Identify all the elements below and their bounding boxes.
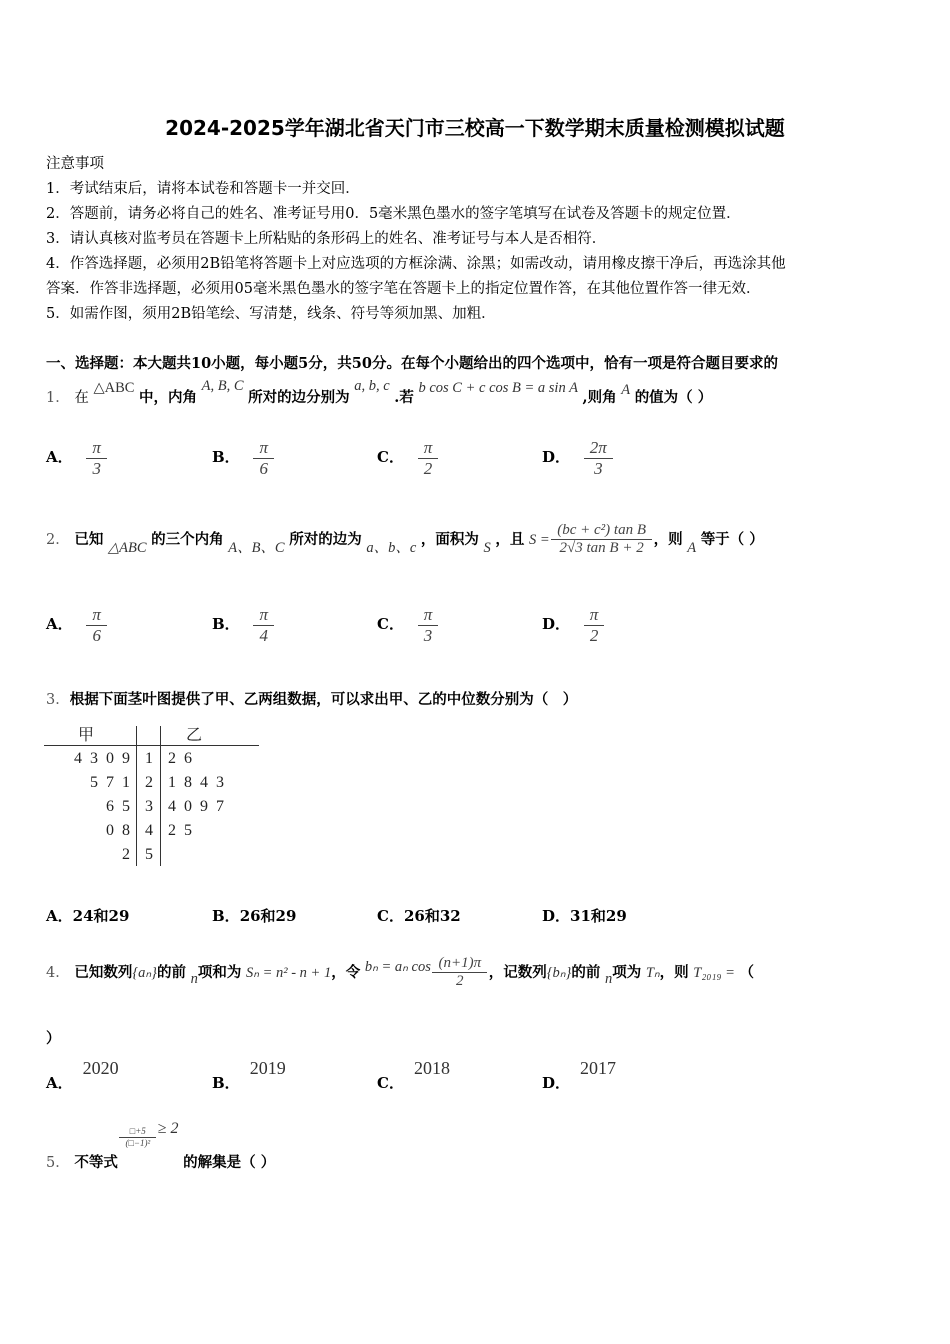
option-fraction: $\frac{\pi}{2}$ xyxy=(421,438,436,478)
option-d[interactable] xyxy=(542,905,627,926)
stem-leaf-divider-right xyxy=(160,726,161,866)
option-d[interactable] xyxy=(542,1058,617,1093)
note-item: 4．作答选择题，必须用2B铅笔将答题卡上对应选项的方框涂满、涂黑；如需改动，请用橡皮擦干净后，再选涂其他 xyxy=(46,256,786,272)
option-a[interactable] xyxy=(46,438,104,478)
option-b[interactable] xyxy=(212,438,271,478)
option-b[interactable] xyxy=(212,605,271,645)
q2-math-formula-fraction: $\frac{\text{(bc + c²) tan B}}{\text{2√3 tan B + 2}}$ xyxy=(554,522,649,558)
question-number: 5． xyxy=(46,1155,70,1171)
q4-math-sequence-a: {aₙ} xyxy=(132,964,157,981)
section-heading: 一、选择题：本大题共10小题，每小题5分，共50分。在每个小题给出的四个选项中，恰有一项是符合题目要求的 xyxy=(46,355,778,372)
stem-leaf-right-leaves: 4 0 9 7 xyxy=(168,798,226,815)
stem-leaf-left-leaves: 2 xyxy=(122,846,132,863)
q4-math-n: n xyxy=(604,970,613,987)
option-fraction: $\frac{\pi}{6}$ xyxy=(89,605,104,645)
option-text: 2018 xyxy=(413,1058,450,1078)
option-label: A． xyxy=(46,615,73,634)
note-item: 1．考试结束后，请将本试卷和答题卡一并交回． xyxy=(46,181,360,197)
option-label: D． xyxy=(542,448,571,467)
q4-math-b-def: bₙ = aₙ cos xyxy=(364,958,431,975)
q5-math-fraction: $\frac{□+5}{\text{(□−1)²}}$ xyxy=(122,1126,153,1148)
option-fraction: $\frac{\pi}{6}$ xyxy=(256,438,271,478)
stem-leaf-header-rule xyxy=(44,745,259,746)
stem-leaf-right-leaves: 2 6 xyxy=(168,750,194,767)
option-c[interactable] xyxy=(377,605,435,645)
option-label: D． xyxy=(542,615,571,634)
option-label: D． xyxy=(542,1074,571,1092)
option-label: B． xyxy=(212,907,240,925)
option-label: A． xyxy=(46,448,73,467)
option-fraction: $\frac{\pi}{4}$ xyxy=(256,605,271,645)
note-item: 答案．作答非选择题，必须用05毫米黑色墨水的签字笔在答题卡上的指定位置作答，在其他位置作答一律无效． xyxy=(46,281,761,297)
option-label: B． xyxy=(212,1074,240,1092)
q4-math-t: Tₙ xyxy=(645,964,660,981)
question-2 xyxy=(46,522,764,558)
q5-text: 不等式 xyxy=(74,1154,118,1171)
q4-math-sum: Sₙ = n² - n + 1 xyxy=(245,964,332,981)
q1-text: 中，内角 xyxy=(139,389,198,406)
stem-leaf-plot xyxy=(44,720,264,872)
option-label: C． xyxy=(377,907,404,925)
option-c[interactable] xyxy=(377,905,461,926)
note-item: 5．如需作图，须用2B铅笔绘、写清楚，线条、符号等须加黑、加粗． xyxy=(46,306,496,322)
q4-math-sequence-b: {bₙ} xyxy=(546,964,572,981)
q4-text: ，记数列 xyxy=(488,963,547,981)
option-label: A． xyxy=(46,907,73,925)
q5-math-relation: ≥ 2 xyxy=(157,1120,179,1137)
q2-math-angles: A、B、C xyxy=(228,539,285,556)
page-title: 2024-2025学年湖北省天门市三校高一下数学期末质量检测模拟试题 xyxy=(165,116,785,140)
stem-leaf-right-leaves: 2 5 xyxy=(168,822,194,839)
option-c[interactable] xyxy=(377,1058,450,1093)
q1-math-sides: a, b, c xyxy=(354,378,390,394)
q2-math-area: S xyxy=(483,539,491,556)
stem-leaf-stem: 3 xyxy=(145,798,153,815)
q2-math-sides: a、b、c xyxy=(366,539,417,556)
stem-leaf-left-header: 甲 xyxy=(78,727,95,744)
question-1 xyxy=(46,378,713,407)
option-a[interactable] xyxy=(46,605,104,645)
q1-text: ,则角 xyxy=(582,389,617,406)
note-item: 3．请认真核对监考员在答题卡上所粘贴的条形码上的姓名、准考证号与本人是否相符． xyxy=(46,231,607,247)
stem-leaf-right-leaves: 1 8 4 3 xyxy=(168,774,226,791)
option-c[interactable] xyxy=(377,438,435,478)
stem-leaf-left-leaves: 4 3 0 9 xyxy=(74,750,132,767)
q2-math-angle: A xyxy=(687,539,697,556)
q2-math-triangle: △ABC xyxy=(107,539,147,556)
option-a[interactable] xyxy=(46,1058,119,1093)
q4-text: ，令 xyxy=(331,963,361,981)
option-label: C． xyxy=(377,448,404,467)
question-3 xyxy=(46,688,577,709)
option-text: 26和29 xyxy=(239,907,297,925)
option-b[interactable] xyxy=(212,1058,286,1093)
option-text: 31和29 xyxy=(570,907,627,925)
q4-math-t2019: T₂₀₁₉ = xyxy=(693,964,735,981)
option-text: 2017 xyxy=(580,1058,617,1078)
q4-math-b-fraction: $\frac{(n+1)\pi}{2}$ xyxy=(435,955,484,991)
q1-text: 在 xyxy=(74,390,89,406)
q4-text: （ xyxy=(739,963,755,981)
option-fraction: $\frac{\pi}{3}$ xyxy=(421,605,436,645)
q5-text: 的解集是（ ） xyxy=(183,1154,276,1171)
q2-math-formula-lhs: S = xyxy=(528,531,550,548)
stem-leaf-left-leaves: 6 5 xyxy=(106,798,132,815)
stem-leaf-stem: 1 xyxy=(145,750,153,767)
q2-text: 所对的边为 xyxy=(289,530,362,548)
option-label: D． xyxy=(542,907,571,925)
q2-text: ，则 xyxy=(653,530,683,548)
q1-math-equation: b cos C + c cos B = a sin A xyxy=(418,380,578,396)
stem-leaf-left-leaves: 5 7 1 xyxy=(90,774,132,791)
q4-text: 的前 xyxy=(156,963,186,981)
option-a[interactable] xyxy=(46,905,129,926)
q2-text: 已知 xyxy=(74,530,104,548)
option-fraction: $\frac{\pi}{2}$ xyxy=(587,605,602,645)
q4-continuation: ） xyxy=(46,1030,61,1047)
q4-text: 项和为 xyxy=(197,963,242,981)
option-label: C． xyxy=(377,615,404,634)
question-number: 2． xyxy=(46,531,70,548)
q3-text: 根据下面茎叶图提供了甲、乙两组数据，可以求出甲、乙的中位数分别为（ ） xyxy=(69,691,578,708)
question-4 xyxy=(46,955,754,991)
option-text: 2020 xyxy=(82,1058,119,1078)
q2-text: 的三个内角 xyxy=(151,530,224,548)
option-label: B． xyxy=(212,448,240,467)
q4-text: ，则 xyxy=(659,963,689,981)
option-label: B． xyxy=(212,615,240,634)
note-item: 2．答题前，请务必将自己的姓名、准考证号用0．5毫米黑色墨水的签字笔填写在试卷及答题卡的规定位置． xyxy=(46,206,741,222)
option-fraction: $\frac{\pi}{3}$ xyxy=(89,438,104,478)
option-text: 24和29 xyxy=(72,907,130,925)
q4-text: 项为 xyxy=(612,963,642,981)
question-5 xyxy=(46,1120,276,1171)
q2-text: ，且 xyxy=(495,530,525,548)
option-d[interactable] xyxy=(542,438,610,478)
stem-leaf-stem: 2 xyxy=(145,774,153,791)
q4-text: 的前 xyxy=(571,963,601,981)
question-number: 4． xyxy=(46,964,70,981)
stem-leaf-right-header: 乙 xyxy=(186,727,203,744)
q1-text: 所对的边分别为 xyxy=(248,389,350,406)
question-number: 1． xyxy=(46,390,70,406)
option-label: A． xyxy=(46,1074,73,1092)
notes-heading: 注意事项 xyxy=(46,156,104,172)
q2-text: ，面积为 xyxy=(420,530,479,548)
option-label: C． xyxy=(377,1074,404,1092)
q1-math-triangle: △ABC xyxy=(93,380,135,396)
stem-leaf-divider-left xyxy=(136,726,137,866)
option-fraction: $\frac{2\pi}{3}$ xyxy=(587,438,610,478)
option-text: 26和32 xyxy=(403,907,461,925)
stem-leaf-stem: 5 xyxy=(145,846,153,863)
option-text: 2019 xyxy=(249,1058,286,1078)
question-number: 3． xyxy=(46,692,70,708)
option-d[interactable] xyxy=(542,605,601,645)
q4-math-n: n xyxy=(190,970,198,987)
stem-leaf-left-leaves: 0 8 xyxy=(106,822,132,839)
q1-text: 的值为（ ） xyxy=(634,389,713,406)
q2-text: 等于（ ） xyxy=(700,530,764,548)
q1-math-angle: A xyxy=(621,382,631,398)
q4-text: 已知数列 xyxy=(74,963,133,981)
q1-text: .若 xyxy=(394,389,414,406)
option-b[interactable] xyxy=(212,905,296,926)
q1-math-angles: A, B, C xyxy=(201,378,244,394)
stem-leaf-stem: 4 xyxy=(145,822,153,839)
